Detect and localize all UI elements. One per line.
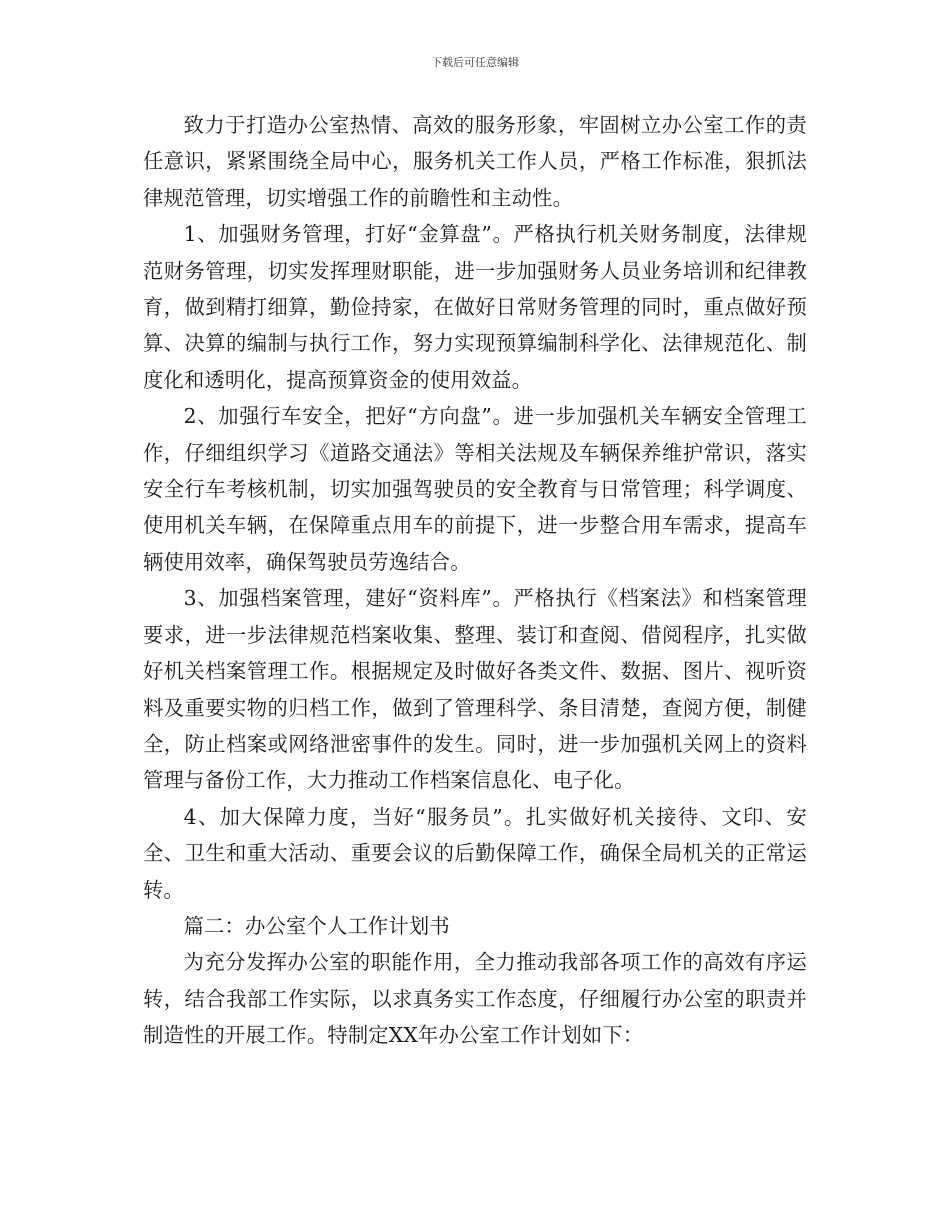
paragraph-archives: 3、加强档案管理，建好“资料库”。严格执行《档案法》和档案管理要求，进一步法律规范档案收集、整理、装订和查阅、借阅程序，扎实做好机关档案管理工作。根据规定及时做好各类文件、数据、图片、视听资料及重要实物的归档工作，做到了管理科学、条目清楚，查阅方便，制健全，防止档案或网络泄密事件的发生。同时，进一步加强机关网上的资料管理与备份工作，大力推动工作档案信息化、电子化。 [143,586,807,793]
section-heading: 篇二：办公室个人工作计划书 [183,913,450,938]
paragraph-intro: 致力于打造办公室热情、高效的服务形象，牢固树立办公室工作的责任意识，紧紧围绕全局中心，服务机关工作人员，严格工作标准，狠抓法律规范管理，切实增强工作的前瞻性和主动性。 [143,113,807,210]
paragraph-vehicle-safety: 2、加强行车安全，把好“方向盘”。进一步加强机关车辆安全管理工作，仔细组织学习《道路交通法》等相关法规及车辆保养维护常识，落实安全行车考核机制，切实加强驾驶员的安全教育与日常管理；科学调度、使用机关车辆，在保障重点用车的前提下，进一步整合用车需求，提高车辆使用效率，确保驾驶员劳逸结合。 [143,404,807,574]
page-header: 下载后可任意编辑 [431,56,519,69]
paragraph-finance: 1、加强财务管理，打好“金算盘”。严格执行机关财务制度，法律规范财务管理，切实发挥理财职能，进一步加强财务人员业务培训和纪律教育，做到精打细算，勤俭持家，在做好日常财务管理的同时，重点做好预算、决算的编制与执行工作，努力实现预算编制科学化、法律规范化、制度化和透明化，提高预算资金的使用效益。 [143,222,807,392]
document-body [143,107,807,1054]
paragraph-plan-intro: 为充分发挥办公室的职能作用，全力推动我部各项工作的高效有序运转，结合我部工作实际，以求真务实工作态度，仔细履行办公室的职责并制造性的开展工作。特制定XX年办公室工作计划如下： [143,950,807,1048]
paragraph-service: 4、加大保障力度，当好“服务员”。扎实做好机关接待、文印、安全、卫生和重大活动、重要会议的后勤保障工作，确保全局机关的正常运转。 [143,804,807,902]
